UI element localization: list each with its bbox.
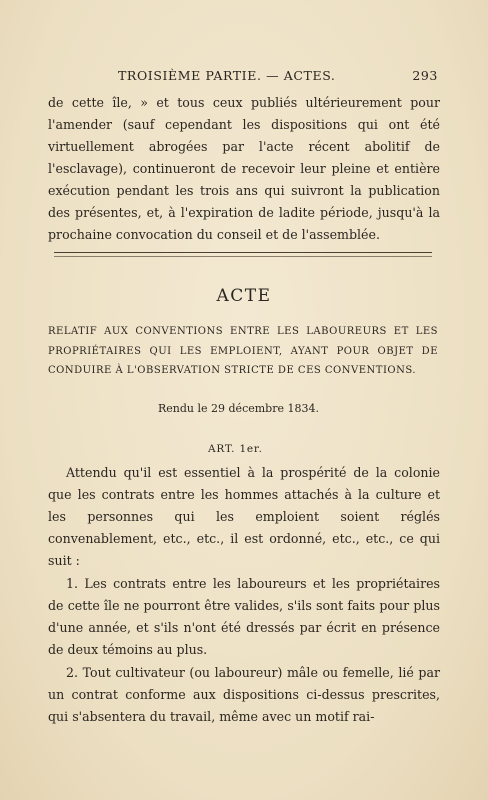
act-subtitle-block bbox=[48, 322, 438, 381]
section-divider bbox=[54, 252, 432, 257]
article-item: 2. Tout cultivateur (ou laboureur) mâle ou femelle, lié par un contrat conforme aux dispositions ci-dessus prescrites, qui s'absentera du travail, même avec un motif rai- bbox=[48, 665, 440, 724]
page-number: 293 bbox=[412, 68, 438, 83]
continued-paragraph-block bbox=[48, 92, 440, 246]
article-item: 1. Les contrats entre les laboureurs et les propriétaires de cette île ne pourront être valides, s'ils sont faits pour plus d'une année, et s'ils n'ont été dressés par écrit en présence de deux témoins au plus. bbox=[48, 576, 440, 657]
act-subtitle: RELATIF AUX CONVENTIONS ENTRE LES LABOUREURS ET LES PROPRIÉTAIRES QUI LES EMPLOIENT, AYANT POUR OBJET DE CONDUIRE À L'OBSERVATION STRICTE DE CES CONVENTIONS. bbox=[48, 326, 438, 376]
act-title: ACTE bbox=[216, 286, 272, 306]
act-date: Rendu le 29 décembre 1834. bbox=[158, 402, 319, 415]
article-preamble: Attendu qu'il est essentiel à la prospérité de la colonie que les contrats entre les hommes attachés à la culture et les personnes qui les emploient soient réglés convenablement, etc., etc., il est ordonné, etc., etc., ce qui suit : bbox=[48, 465, 440, 568]
continued-paragraph: de cette île, » et tous ceux publiés ultérieurement pour l'amender (sauf cependant les dispositions qui ont été virtuellement abrogées par l'acte récent abolitif de l'esclavage), continueront de recevoir leur pleine et entière exécution pendant les trois ans qui suivront la publication des présentes, et, à l'expiration de ladite période, jusqu'à la prochaine convocation du conseil et de l'assemblée. bbox=[48, 95, 440, 242]
article-heading: ART. 1er. bbox=[208, 443, 263, 455]
running-title: TROISIÈME PARTIE. — ACTES. bbox=[118, 68, 336, 83]
article-body bbox=[48, 462, 440, 728]
